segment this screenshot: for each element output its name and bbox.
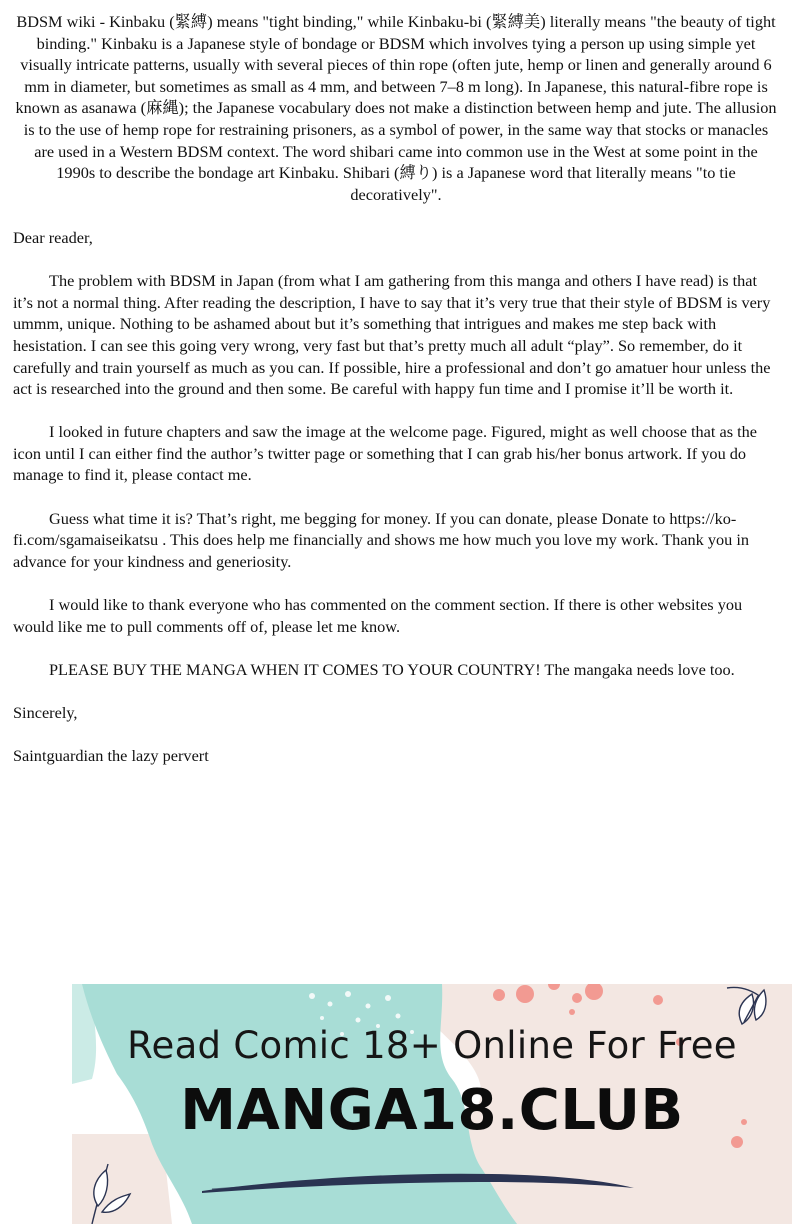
signature: Saintguardian the lazy pervert — [13, 746, 209, 766]
body-paragraph-4: I would like to thank everyone who has commented on the comment section. If there is other websites you would like me to pull comments off of, please let me know. — [13, 595, 743, 636]
intro-paragraph: BDSM wiki - Kinbaku (緊縛) means "tight binding," while Kinbaku-bi (緊縛美) literally means "the beauty of tight binding." Kinbaku is a Japanese style of bondage or BDSM which involves tying a person up using simple yet visually intricate patterns, usually with several pieces of thin rope (often jute, hemp or linen and generally around 6 mm in diameter, but sometimes as small as 4 mm, and between 7–8 m long). In Japanese, this natural-fibre rope is known as asanawa (麻縄); the Japanese vocabulary does not make a distinction between hemp and jute. The allusion is to the use of hemp rope for restraining prisoners, as a symbol of power, in the same way that stocks or manacles are used in a Western BDSM context. The word shibari came into common use in the West at some point in the 1990s to describe the bondage art Kinbaku. Shibari (縛り) is a Japanese word that literally means "to tie decoratively". — [15, 12, 777, 204]
body-paragraph-5: PLEASE BUY THE MANGA WHEN IT COMES TO YOUR COUNTRY! The mangaka needs love too. — [49, 659, 735, 679]
promo-banner[interactable] — [72, 984, 792, 1224]
banner-site-name[interactable]: MANGA18.CLUB — [180, 1078, 684, 1143]
banner-tagline: Read Comic 18+ Online For Free — [127, 1024, 737, 1067]
closing: Sincerely, — [13, 703, 78, 722]
body-paragraph-2: I looked in future chapters and saw the image at the welcome page. Figured, might as well choose that as the icon until I can either find the author’s twitter page or something that I can grab his/her bonus artwork. If you do manage to find it, please contact me. — [13, 422, 758, 485]
document-body — [13, 11, 779, 788]
body-paragraph-1: The problem with BDSM in Japan (from what I am gathering from this manga and others I have read) is that it’s not a normal thing. After reading the description, I have to say that it’s very true that their style of BDSM is very ummm, unique. Nothing to be ashamed about but it’s something that intrigues and makes me step back with hesistation. I can see this going very wrong, very fast but that’s pretty much all adult “play”. So remember, do it carefully and train yourself as much as you can. If possible, hire a professional and don’t go amatuer hour unless the act is researched into the ground and then some. Be careful with happy fun time and I promise it’ll be worth it. — [13, 271, 771, 399]
greeting: Dear reader, — [13, 227, 93, 247]
body-paragraph-3: Guess what time it is? That’s right, me begging for money. If you can donate, please Donate to https://ko-fi.com/sgamaiseikatsu . This does help me financially and shows me how much you love my work. Thank you in advance for your kindness and generiosity. — [13, 508, 750, 571]
